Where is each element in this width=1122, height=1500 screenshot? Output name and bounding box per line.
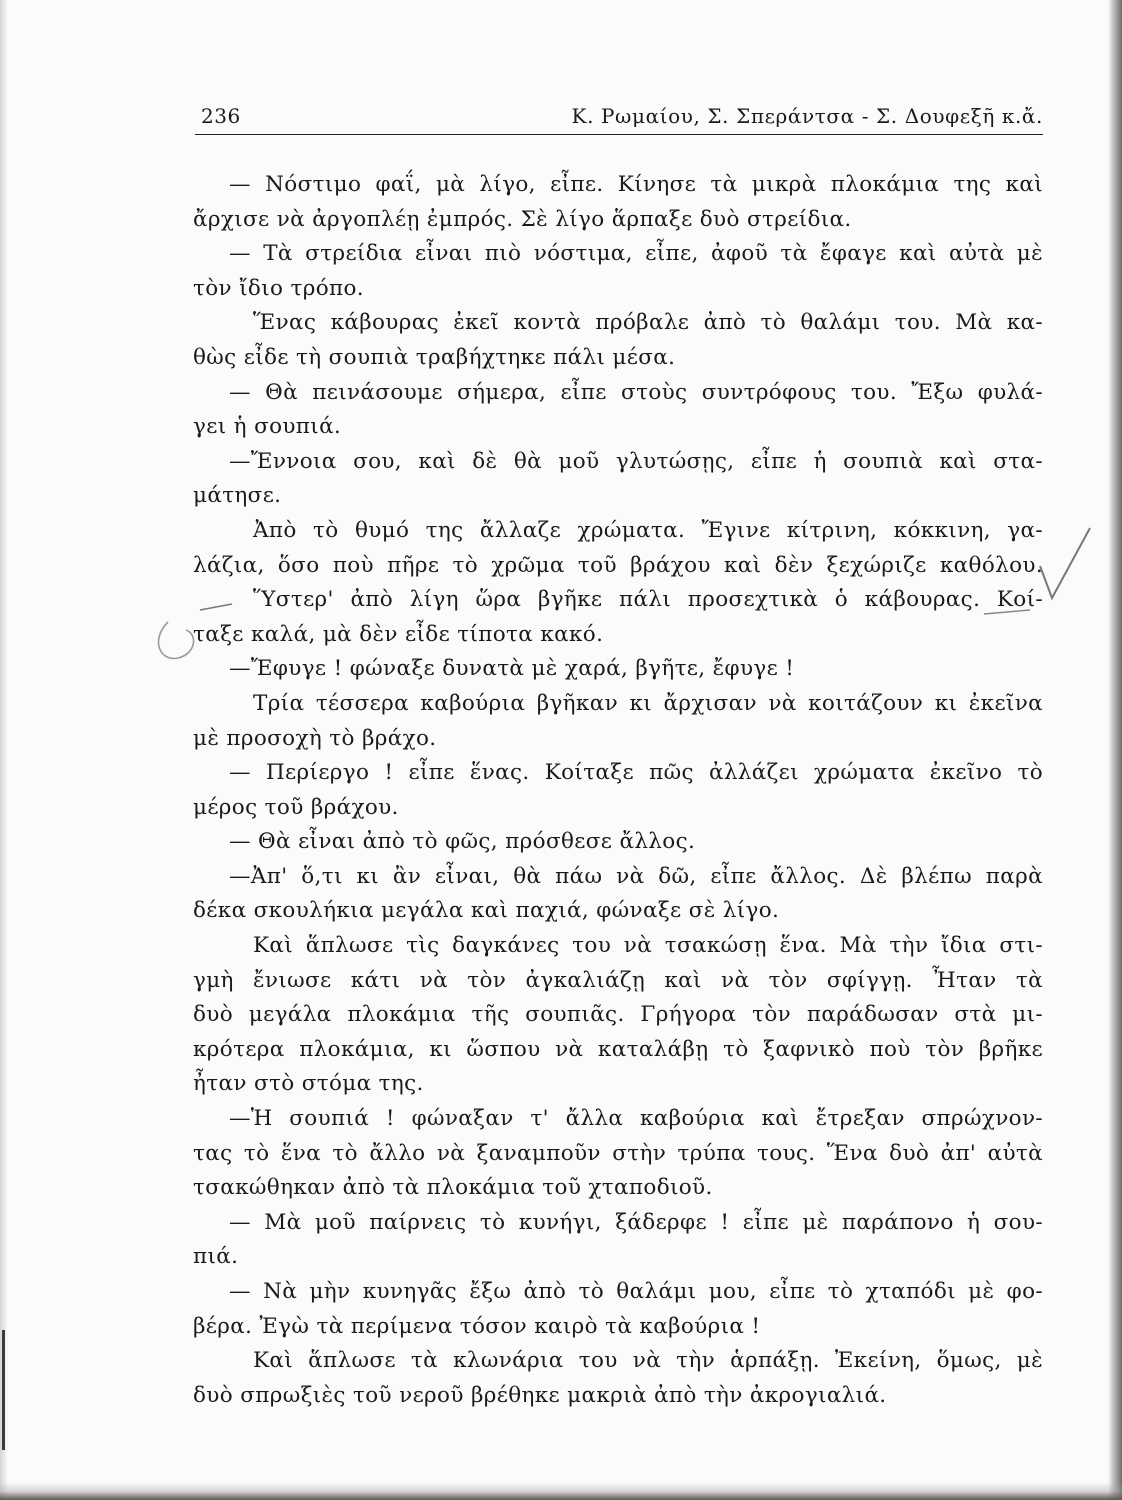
text-line: βέρα. Ἐγὼ τὰ περίμενα τόσον καιρὸ τὰ καβούρια ! — [193, 1313, 761, 1339]
text-line: Ἀπὸ τὸ θυμό της ἄλλαζε χρώματα. Ἔγινε κίτρινη, κόκκινη, γα- — [253, 517, 1043, 543]
text-line: τας τὸ ἕνα τὸ ἄλλο νὰ ξαναμποῦν στὴν τρύπα τους. Ἕνα δυὸ ἀπ' αὐτὰ — [193, 1140, 1043, 1166]
page-header — [195, 98, 1043, 135]
text-line: γει ἡ σουπιά. — [193, 414, 342, 440]
text-line: Καὶ ἅπλωσε τὰ κλωνάρια του νὰ τὴν ἁρπάξῃ. Ἐκείνη, ὅμως, μὲ — [253, 1348, 1043, 1374]
margin-scribble-icon — [159, 622, 194, 658]
text-line: — Θὰ πεινάσουμε σήμερα, εἶπε στοὺς συντρόφους του. Ἔξω φυλά- — [229, 379, 1043, 405]
scan-edge-mark — [2, 1330, 5, 1450]
text-line: — Περίεργο ! εἶπε ἕνας. Κοίταξε πῶς ἀλλάζει χρώματα ἐκεῖνο τὸ — [229, 760, 1043, 786]
text-line: τὸν ἴδιο τρόπο. — [193, 275, 364, 301]
text-line: Ἕνας κάβουρας ἐκεῖ κοντὰ πρόβαλε ἀπὸ τὸ θαλάμι του. Μὰ κα- — [253, 310, 1043, 336]
text-line: μέρος τοῦ βράχου. — [193, 794, 399, 820]
text-line: τσακώθηκαν ἀπὸ τὰ πλοκάμια τοῦ χταποδιοῦ. — [193, 1175, 713, 1201]
text-line: πιά. — [193, 1244, 239, 1270]
text-line: δέκα σκουλήκια μεγάλα καὶ παχιά, φώναξε σὲ λίγο. — [193, 898, 780, 924]
text-line: λάζια, ὅσο ποὺ πῆρε τὸ χρῶμα τοῦ βράχου καὶ δὲν ξεχώριζε καθόλου. — [193, 552, 1043, 578]
text-line: —Ἡ σουπιά ! φώναξαν τ' ἄλλα καβούρια καὶ ἔτρεξαν σπρώχνον- — [229, 1106, 1043, 1132]
text-line: — Μὰ μοῦ παίρνεις τὸ κυνήγι, ξάδερφε ! εἶπε μὲ παράπονο ἡ σου- — [229, 1209, 1043, 1235]
text-line: — Νὰ μὴν κυνηγᾶς ἔξω ἀπὸ τὸ θαλάμι μου, εἶπε τὸ χταπόδι μὲ φο- — [229, 1279, 1043, 1304]
scan-edge-right — [1108, 0, 1122, 1500]
text-line: —Ἀπ' ὅ,τι κι ἂν εἶναι, θὰ πάω νὰ δῶ, εἶπε ἄλλος. Δὲ βλέπω παρὰ — [229, 863, 1043, 889]
running-head: Κ. Ρωμαίου, Σ. Σπεράντσα - Σ. Δουφεξῆ κ.ἄ. — [571, 104, 1043, 128]
text-line: θὼς εἶδε τὴ σουπιὰ τραβήχτηκε πάλι μέσα. — [193, 344, 676, 370]
scan-edge-bottom — [0, 1482, 1122, 1500]
text-line: —Ἔφυγε ! φώναξε δυνατὰ μὲ χαρά, βγῆτε, ἔφυγε ! — [229, 656, 795, 682]
text-line: — Θὰ εἶναι ἀπὸ τὸ φῶς, πρόσθεσε ἄλλος. — [229, 829, 696, 855]
page-number: 236 — [201, 104, 241, 128]
text-line: δυὸ σπρωξιὲς τοῦ νεροῦ βρέθηκε μακριὰ ἀπὸ τὴν ἀκρογιαλιά. — [193, 1382, 887, 1408]
text-line: —Ἔννοια σου, καὶ δὲ θὰ μοῦ γλυτώσῃς, εἶπε ἡ σουπιὰ καὶ στα- — [229, 448, 1043, 474]
check-mark-icon — [1040, 528, 1090, 598]
scan-edge-left — [0, 0, 8, 1500]
text-line: κρότερα πλοκάμια, κι ὥσπου νὰ καταλάβῃ τὸ ξαφνικὸ ποὺ τὸν βρῆκε — [193, 1036, 1043, 1062]
text-line: γμὴ ἔνιωσε κάτι νὰ τὸν ἀγκαλιάζῃ καὶ νὰ τὸν σφίγγῃ. Ἦταν τὰ — [193, 967, 1043, 993]
text-line: Καὶ ἅπλωσε τὶς δαγκάνες του νὰ τσακώσῃ ἕνα. Μὰ τὴν ἴδια στι- — [253, 933, 1043, 959]
text-line: μάτησε. — [193, 483, 282, 509]
text-line: Ὕστερ' ἀπὸ λίγη ὥρα βγῆκε πάλι προσεχτικὰ ὁ κάβουρας. Κοί- — [253, 587, 1043, 613]
text-line: ἄρχισε νὰ ἀργοπλέῃ ἐμπρός. Σὲ λίγο ἅρπαξε δυὸ στρείδια. — [193, 206, 852, 232]
text-line: Τρία τέσσερα καβούρια βγῆκαν κι ἄρχισαν νὰ κοιτάζουν κι ἐκεῖνα — [253, 690, 1043, 716]
text-line: ταξε καλά, μὰ δὲν εἶδε τίποτα κακό. — [193, 621, 604, 647]
text-line: — Νόστιμο φαΐ, μὰ λίγο, εἶπε. Κίνησε τὰ μικρὰ πλοκάμια της καὶ — [229, 172, 1043, 197]
text-line: δυὸ μεγάλα πλοκάμια τῆς σουπιᾶς. Γρήγορα τὸν παράδωσαν στὰ μι- — [193, 1002, 1043, 1028]
text-line: ἦταν στὸ στόμα της. — [193, 1071, 424, 1097]
body-text — [193, 168, 1043, 1413]
text-line: — Τὰ στρείδια εἶναι πιὸ νόστιμα, εἶπε, ἀφοῦ τὰ ἔφαγε καὶ αὐτὰ μὲ — [229, 241, 1043, 267]
text-line: μὲ προσοχὴ τὸ βράχο. — [193, 725, 437, 751]
